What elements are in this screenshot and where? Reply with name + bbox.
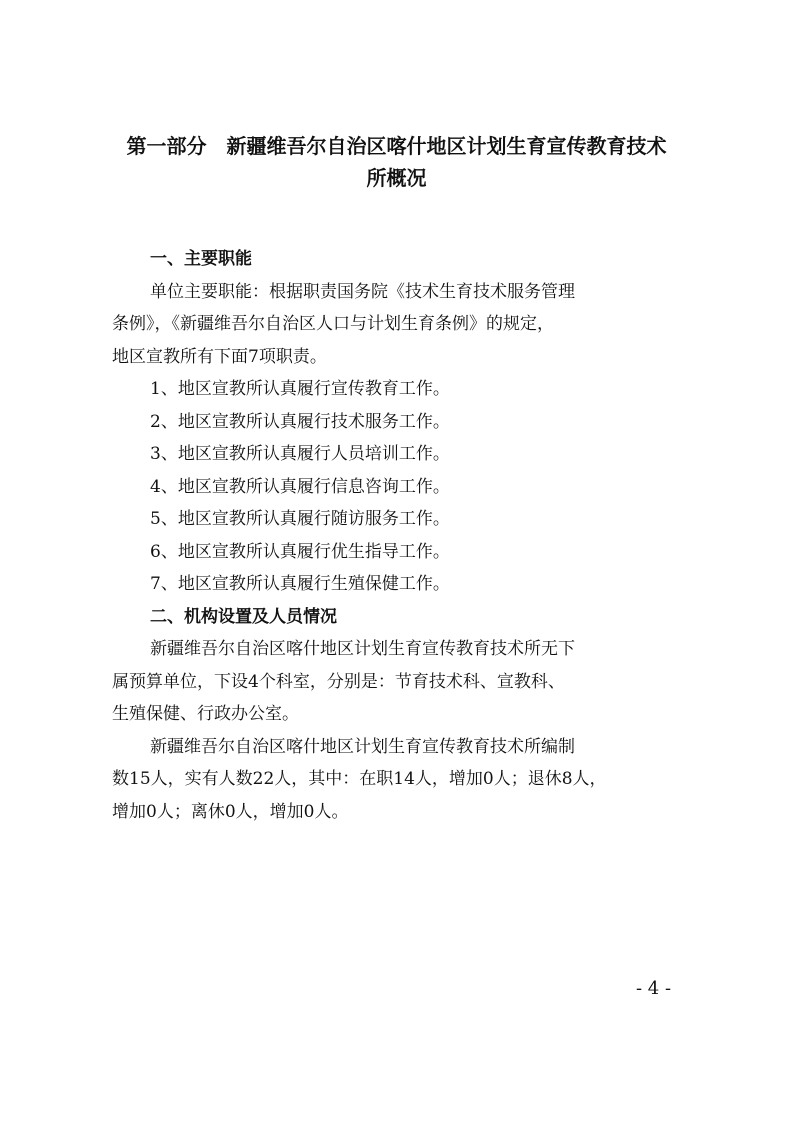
list-item: 4、地区宣教所认真履行信息咨询工作。 [150,476,450,497]
page-title [100,130,693,194]
title-line-1: 第一部分 新疆维吾尔自治区喀什地区计划生育宣传教育技术 [126,134,667,158]
list-item: 1、地区宣教所认真履行宣传教育工作。 [150,379,450,399]
paragraph-line: 新疆维吾尔自治区喀什地区计划生育宣传教育技术所无下 [150,639,575,659]
list-item: 7、地区宣教所认真履行生殖保健工作。 [150,574,450,594]
page-number: - 4 - [636,978,672,999]
document-body [112,243,690,828]
paragraph-line: 数15人，实有人数22人，其中：在职14人，增加0人；退休8人， [112,769,607,789]
paragraph-line: 增加0人；离休0人，增加0人。 [112,801,349,822]
paragraph-line: 条例》，《新疆维吾尔自治区人口与计划生育条例》的规定， [112,314,554,334]
list-item: 2、地区宣教所认真履行技术服务工作。 [150,411,450,432]
list-item: 5、地区宣教所认真履行随访服务工作。 [150,509,450,529]
title-line-2: 所概况 [366,166,427,190]
section-heading-organization: 二、机构设置及人员情况 [150,606,337,627]
list-item: 3、地区宣教所认真履行人员培训工作。 [150,444,450,464]
paragraph-line: 属预算单位，下设4个科室，分别是：节育技术科、宣教科、 [112,671,565,692]
paragraph-line: 单位主要职能：根据职责国务院《技术生育技术服务管理 [150,281,575,302]
paragraph-line: 新疆维吾尔自治区喀什地区计划生育宣传教育技术所编制 [150,736,575,757]
paragraph-line: 地区宣教所有下面7项职责。 [112,346,327,367]
paragraph-line: 生殖保健、行政办公室。 [112,704,299,724]
list-item: 6、地区宣教所认真履行优生指导工作。 [150,541,450,562]
section-heading-functions: 一、主要职能 [150,249,252,269]
